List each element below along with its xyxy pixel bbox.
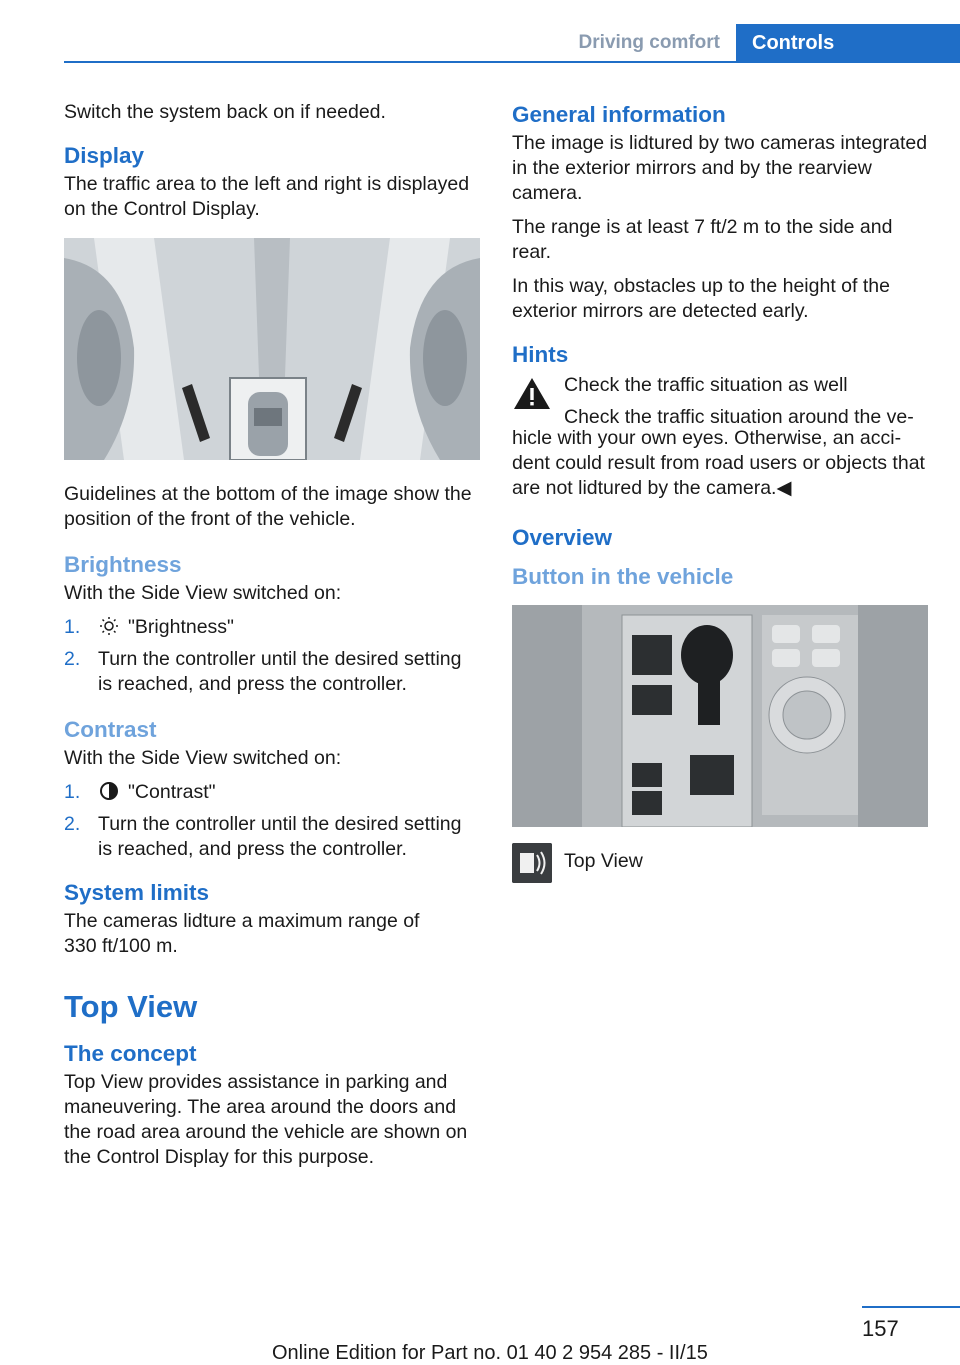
header-rule — [64, 61, 960, 63]
top-view-title: Top View — [64, 989, 198, 1024]
center-console-image — [512, 605, 928, 827]
system-limits-text: The cameras lidture a maximum range of 330 ft/100 m. — [64, 910, 420, 957]
general-text-2: The range is at least 7 ft/2 m to the side and rear. — [512, 216, 893, 263]
warning-text: hicle with your own eyes. Otherwise, an acci-dent could result from road users or objects that are not lidtured by the camera.◀ — [512, 427, 925, 499]
step-text: "Brightness" — [128, 616, 234, 638]
step-number: 1. — [64, 616, 81, 638]
concept-text: Top View provides assistance in parking and maneuvering. The area around the doors and the road area around the vehicle are shown on the Control Display for this purpose. — [64, 1071, 468, 1168]
general-information-heading: General information — [512, 102, 726, 127]
side-view-image — [64, 238, 480, 460]
warning-line: Check the traffic situation around the ve- — [564, 406, 914, 428]
brightness-intro: With the Side View switched on: — [64, 582, 342, 604]
brightness-steps — [64, 615, 480, 697]
step-number: 2. — [64, 813, 81, 835]
list-item — [64, 647, 480, 697]
overview-heading: Overview — [512, 525, 613, 550]
general-text-3: In this way, obstacles up to the height of the exterior mirrors are detected early. — [512, 275, 890, 322]
hints-heading: Hints — [512, 342, 569, 367]
concept-heading: The concept — [64, 1041, 197, 1066]
list-item — [64, 780, 480, 805]
left-column — [64, 100, 480, 1179]
step-number: 1. — [64, 781, 81, 803]
display-text: The traffic area to the left and right is displayed on the Control Display. — [64, 173, 470, 220]
section-tab[interactable]: Driving comfort — [578, 32, 720, 53]
display-heading: Display — [64, 143, 145, 168]
contrast-heading: Contrast — [64, 717, 157, 742]
top-view-button-row — [512, 849, 928, 883]
step-number: 2. — [64, 648, 81, 670]
button-heading: Button in the vehicle — [512, 564, 734, 589]
warning-icon — [512, 375, 552, 413]
right-column — [512, 100, 928, 883]
page-number: 157 — [862, 1316, 899, 1341]
list-item — [64, 615, 480, 640]
intro-text: Switch the system back on if needed. — [64, 101, 386, 123]
edition-footer: Online Edition for Part no. 01 40 2 954 285 - II/15 — [272, 1342, 708, 1364]
top-view-button-icon[interactable] — [512, 843, 552, 883]
warning-title: Check the traffic situation as well — [564, 374, 848, 396]
contrast-intro: With the Side View switched on: — [64, 747, 342, 769]
step-text: Turn the controller until the desired setting is reached, and press the controller. — [98, 813, 462, 860]
side-view-illustration — [64, 238, 480, 460]
contrast-icon — [98, 781, 120, 801]
brightness-heading: Brightness — [64, 552, 182, 577]
figure-caption: Guidelines at the bottom of the image show the position of the front of the vehicle. — [64, 483, 472, 530]
footer-rule — [862, 1306, 960, 1308]
list-item — [64, 812, 480, 862]
system-limits-heading: System limits — [64, 880, 210, 905]
center-console-illustration — [512, 605, 928, 827]
top-view-button-label: Top View — [564, 850, 643, 872]
chapter-tab[interactable]: Controls — [736, 24, 960, 62]
warning-block — [512, 373, 928, 430]
general-text-1: The image is lidtured by two cameras integrated in the exterior mirrors and by the rearview camera. — [512, 132, 928, 204]
step-text: "Contrast" — [128, 781, 216, 803]
contrast-steps — [64, 780, 480, 862]
header-tabs — [566, 24, 960, 62]
step-text: Turn the controller until the desired setting is reached, and press the controller. — [98, 648, 462, 695]
sun-icon — [98, 616, 120, 636]
